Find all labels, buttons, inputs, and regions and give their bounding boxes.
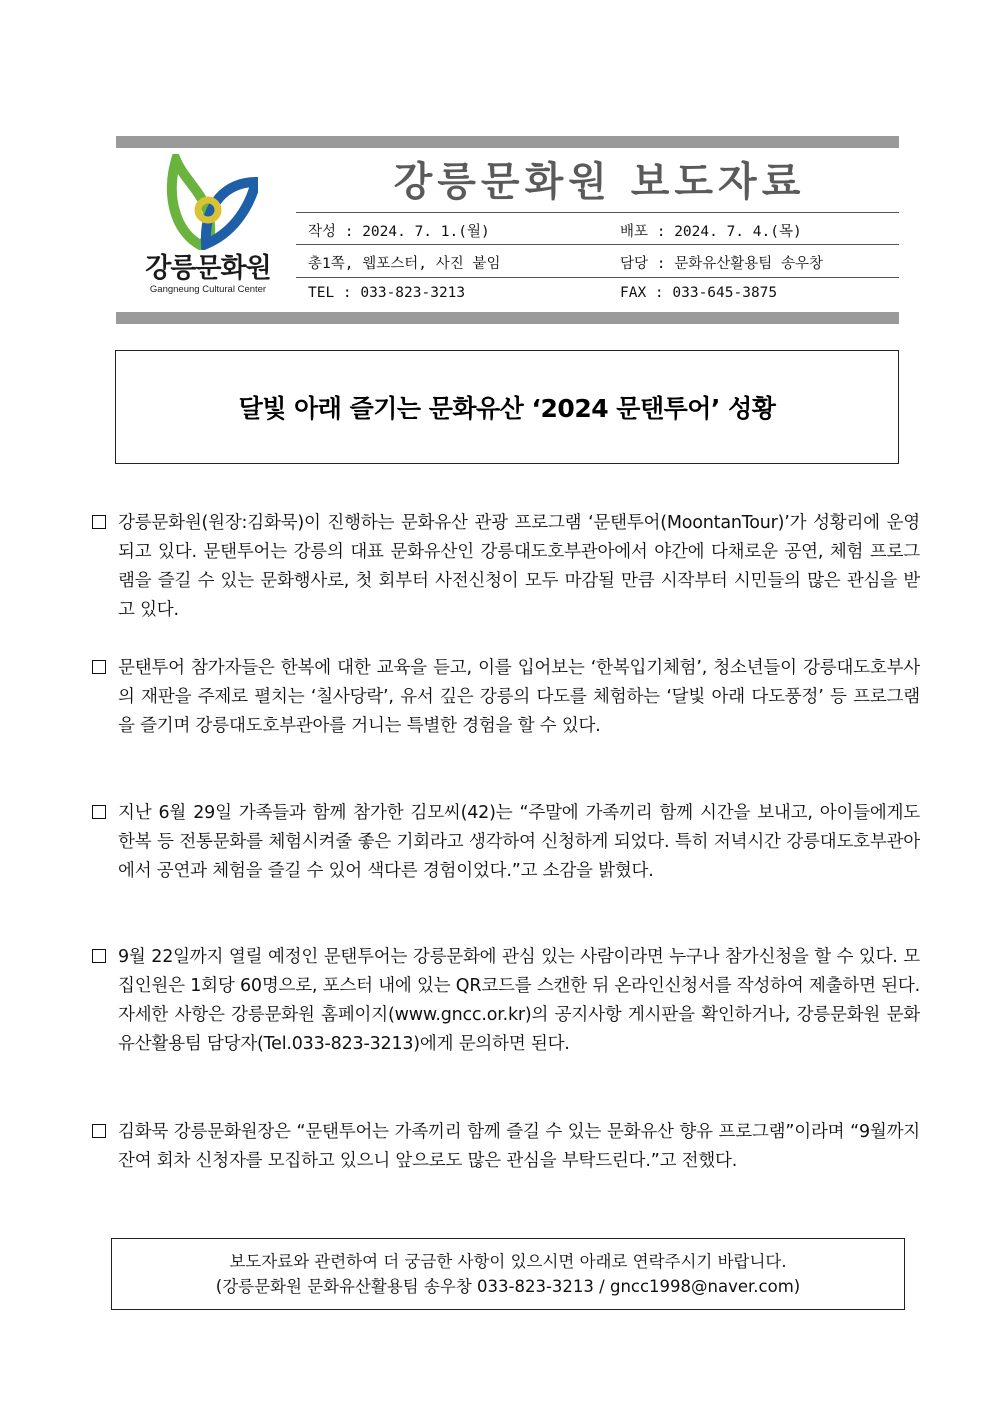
paragraph-text: 김화묵 강릉문화원장은 “문탠투어는 가족끼리 함께 즐길 수 있는 문화유산 향유 프로그램”이라며 “9월까지 잔여 회차 신청자를 모집하고 있으니 앞으로도 많은 관심을 부탁드린다.”고 전했다. xyxy=(118,1122,920,1171)
paragraph-text: 지난 6월 29일 가족들과 함께 참가한 김모씨(42)는 “주말에 가족끼리 함께 시간을 보내고, 아이들에게도 한복 등 전통문화를 체험시켜줄 좋은 기회라고 생각하여 신청하게 되었다. 특히 저녁시간 강릉대도호부관아에서 공연과 체험을 즐길 수 있어 색다른 경험이었다.”고 소감을 밝혔다. xyxy=(118,803,920,881)
paragraph xyxy=(92,943,920,1059)
header-top-bar xyxy=(116,136,899,148)
info-divider xyxy=(296,277,899,278)
checkbox-bullet-icon xyxy=(92,949,106,963)
paragraph xyxy=(92,654,920,741)
written-date: 작성 : 2024. 7. 1.(월) xyxy=(308,224,490,240)
release-date: 배포 : 2024. 7. 4.(목) xyxy=(620,224,802,240)
checkbox-bullet-icon xyxy=(92,660,106,674)
checkbox-bullet-icon xyxy=(92,1124,106,1138)
fax: FAX : 033-645-3875 xyxy=(620,285,778,301)
contact-line-1: 보도자료와 관련하여 더 궁금한 사항이 있으시면 아래로 연락주시기 바랍니다. xyxy=(229,1252,787,1271)
paragraph xyxy=(92,799,920,886)
headline-box xyxy=(115,350,899,464)
contact-person: 담당 : 문화유산활용팀 송우창 xyxy=(620,256,824,272)
org-name: 강릉문화원 xyxy=(145,253,271,284)
headline: 달빛 아래 즐기는 문화유산 ‘2024 문탠투어’ 성황 xyxy=(238,394,776,423)
leaf-logo-icon xyxy=(164,154,258,250)
org-logo xyxy=(128,150,288,300)
contact-box xyxy=(111,1238,905,1310)
info-divider xyxy=(296,212,899,213)
org-name-english: Gangneung Cultural Center xyxy=(149,284,267,295)
document-title: 강릉문화원 보도자료 xyxy=(393,158,806,205)
header-bottom-bar xyxy=(116,312,899,324)
paragraph-text: 9월 22일까지 열릴 예정인 문탠투어는 강릉문화에 관심 있는 사람이라면 누구나 참가신청을 할 수 있다. 모집인원은 1회당 60명으로, 포스터 내에 있는 QR코드를 스캔한 뒤 온라인신청서를 작성하여 제출하면 된다. 자세한 사항은 강릉문화원 홈페이지(www.gncc.or.kr)의 공지사항 게시판을 확인하거나, 강릉문화원 문화유산활용팀 담당자(Tel.033-823-3213)에게 문의하면 된다. xyxy=(118,947,920,1054)
paragraph xyxy=(92,509,920,625)
paragraph xyxy=(92,1118,920,1176)
checkbox-bullet-icon xyxy=(92,515,106,529)
page-count: 총1쪽, 웹포스터, 사진 붙임 xyxy=(308,256,501,272)
paragraph-text: 강릉문화원(원장:김화묵)이 진행하는 문화유산 관광 프로그램 ‘문탠투어(MoontanTour)’가 성황리에 운영되고 있다. 문탠투어는 강릉의 대표 문화유산인 강릉대도호부관아에서 야간에 다채로운 공연, 체험 프로그램을 즐길 수 있는 문화행사로, 첫 회부터 사전신청이 모두 마감될 만큼 시작부터 시민들의 많은 관심을 받고 있다. xyxy=(118,513,920,620)
telephone: TEL : 033-823-3213 xyxy=(308,285,466,301)
paragraph-text: 문탠투어 참가자들은 한복에 대한 교육을 듣고, 이를 입어보는 ‘한복입기체험’, 청소년들이 강릉대도호부사의 재판을 주제로 펼치는 ‘칠사당락’, 유서 깊은 강릉의 다도를 체험하는 ‘달빛 아래 다도풍정’ 등 프로그램을 즐기며 강릉대도호부관아를 거니는 특별한 경험을 할 수 있다. xyxy=(118,658,920,736)
info-divider xyxy=(296,244,899,245)
checkbox-bullet-icon xyxy=(92,805,106,819)
contact-line-2: (강릉문화원 문화유산활용팀 송우창 033-823-3213 / gncc1998@naver.com) xyxy=(215,1277,801,1296)
